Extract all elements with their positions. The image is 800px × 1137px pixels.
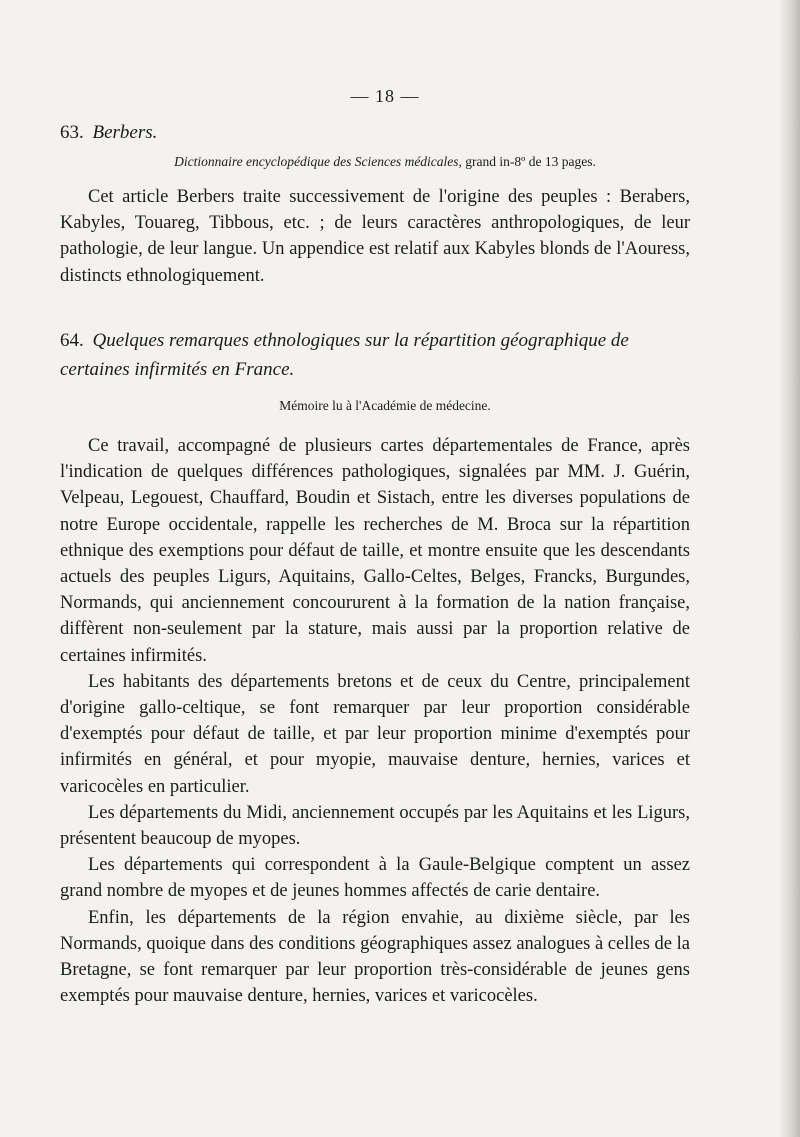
page-edge bbox=[778, 0, 800, 1137]
entry-number: 64. bbox=[60, 330, 84, 351]
paragraph: Les départements du Midi, anciennement occupés par les Aquitains et les Ligurs, présentent beaucoup de myopes. bbox=[60, 802, 690, 850]
paragraph: Les départements qui correspondent à la Gaule-Belgique comptent un assez grand nombre de myopes et de jeunes hommes affectés de carie dentaire. bbox=[60, 855, 690, 902]
entry-64-heading bbox=[60, 326, 700, 384]
source-details: Mémoire lu à l'Académie de médecine. bbox=[279, 398, 491, 413]
entry-64-source bbox=[0, 398, 770, 414]
source-details: grand in-8º de 13 pages. bbox=[461, 154, 596, 169]
entry-63-source bbox=[0, 154, 770, 170]
paragraph: Ce travail, accompagné de plusieurs cartes départementales de France, après l'indication de quelques différences pathologiques, signalées par MM. J. Guérin, Velpeau, Legouest, Chauffard, Boudin et Sistach, entre les diverses populations de notre Europe occidentale, rappelle les recherches de M. Broca sur la répartition ethnique des exemptions pour défaut de taille, et montre ensuite que les descendants actuels des peuples Ligurs, Aquitains, Gallo-Celtes, Belges, Francks, Burgundes, Normands, qui anciennement concoururent à la formation de la nation française, diffèrent non-seulement par la stature, mais aussi par la proportion relative de certaines infirmités. bbox=[60, 436, 690, 666]
entry-63-body bbox=[60, 184, 690, 289]
source-publication: Dictionnaire encyclopédique des Sciences médicales, bbox=[174, 154, 462, 169]
entry-title: Berbers. bbox=[92, 122, 158, 143]
paragraph: Cet article Berbers traite successivement de l'origine des peuples : Berabers, Kabyles, Touareg, Tibbous, etc. ; de leurs caractères anthropologiques, de leur pathologie, de leur langue. Un appendice est relatif aux Kabyles blonds de l'Aouress, distincts ethnologiquement. bbox=[60, 187, 690, 286]
paragraph: Enfin, les départements de la région envahie, au dixième siècle, par les Normands, quoique dans des conditions géographiques assez analogues à celles de la Bretagne, se font remarquer par leur proportion très-considérable de jeunes gens exemptés pour mauvaise denture, hernies, varices et varicocèles. bbox=[60, 907, 690, 1007]
entry-63-heading bbox=[60, 118, 700, 147]
page-number: — 18 — bbox=[350, 86, 420, 106]
paragraph: Les habitants des départements bretons et de ceux du Centre, principalement d'origine gallo-celtique, se font remarquer par leur proportion considérable d'exemptés pour défaut de taille, et par leur proportion minime d'exemptés pour infirmités en général, et pour myopie, mauvaise denture, hernies, varices et varicocèles en particulier. bbox=[60, 671, 690, 797]
entry-title: Quelques remarques ethnologiques sur la répartition géographique de certaines infirmités en France. bbox=[60, 330, 629, 380]
entry-64-body bbox=[60, 433, 690, 1009]
entry-number: 63. bbox=[60, 122, 84, 143]
